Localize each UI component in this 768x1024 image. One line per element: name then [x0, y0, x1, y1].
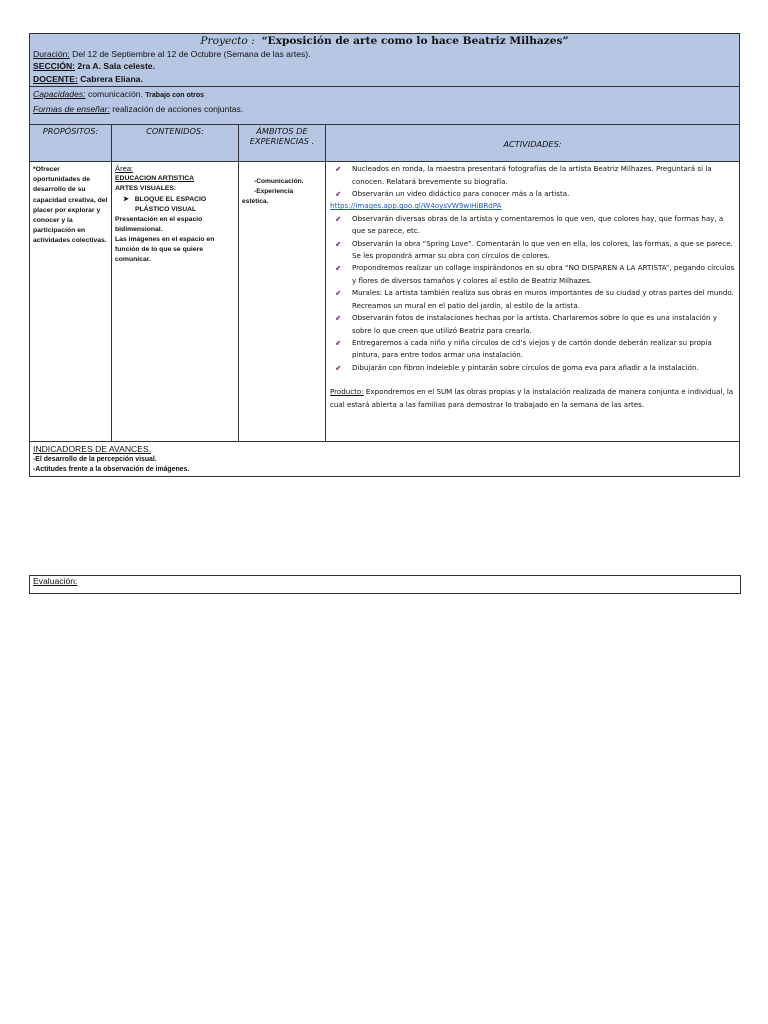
docente-value: Cabrera Eliana.	[80, 73, 143, 84]
indicador-1: -El desarrollo de la percepción visual.	[33, 456, 157, 464]
header-main	[30, 34, 739, 86]
proyecto-label: Proyecto :	[200, 35, 255, 47]
indicador-2: -Actitudes frente a la observación de imágenes.	[33, 466, 190, 474]
activity-text: Propondremos realizar un collage inspirándonos en su obra “NO DISPAREN A LA ARTISTA”, pegando círculos y flores de diversos tamaños y colores al estilo de Beatriz Milhazes.	[352, 263, 735, 285]
producto-label: Producto:	[330, 387, 364, 397]
docente-label: DOCENTE:	[33, 73, 78, 84]
capacidades-value: comunicación.	[87, 89, 143, 100]
arrow-bullet-icon: ⬋	[335, 338, 341, 347]
col-header-ambitos: ÁMBITOS DE EXPERIENCIAS .	[239, 125, 326, 161]
ambito-experiencia: -Experiencia	[254, 188, 294, 196]
col-header-actividades: ACTIVIDADES:	[503, 139, 562, 150]
evaluacion-box	[29, 575, 741, 594]
project-title	[33, 35, 736, 48]
column-headers	[30, 125, 739, 162]
col-header-contenidos: CONTENIDOS:	[112, 125, 239, 161]
activity-text: Murales: La artista también realiza sus obras en muros importantes de su ciudad y otras partes del mundo. Recreamos un mural en el patio del jardín, al estilo de la artista.	[352, 288, 734, 310]
ambito-estetica: estética.	[242, 198, 269, 206]
imagenes-text: Las imágenes en el espacio en función de lo que se quiere comunicar.	[115, 235, 215, 264]
capacidades-row	[33, 88, 736, 102]
formas-row	[33, 103, 736, 115]
activity-item	[330, 287, 735, 312]
evaluacion-label: Evaluación:	[33, 576, 78, 586]
capacidades-extra: Trabajo con otros	[145, 92, 205, 100]
activity-text: Observarán fotos de instalaciones hechas por la artista. Charlaremos sobre lo que es una instalación y sobre lo que creen que utilizó Beatriz para crearla.	[352, 313, 717, 335]
capacidades-label: Capacidades:	[33, 89, 86, 100]
ambitos-cell	[239, 162, 326, 441]
arrow-bullet-icon: ⬋	[335, 165, 341, 174]
arrow-bullet-icon: ⬋	[335, 239, 341, 248]
artes-visuales: ARTES VISUALES:	[115, 185, 177, 193]
seccion-value: 2ra A. Sala celeste.	[77, 61, 155, 72]
arrow-bullet-icon: ⬋	[335, 214, 341, 223]
propositos-cell	[30, 162, 112, 441]
activity-item	[330, 337, 735, 362]
arrow-bullet-icon: ⬋	[335, 190, 341, 199]
seccion-row	[33, 60, 736, 72]
seccion-label: SECCIÓN:	[33, 61, 76, 72]
plan-header	[30, 34, 739, 125]
producto-paragraph	[330, 386, 735, 411]
duracion-value: Del 12 de Septiembre al 12 de Octubre (Semana de las artes).	[72, 49, 311, 59]
activity-text: Nucleados en ronda, la maestra presentará fotografías de la artista Beatriz Milhazes. Preguntará si la conocen. Relatará brevemente su biografía.	[352, 164, 712, 186]
propositos-text: *Ofrecer oportunidades de desarrollo de su capacidad creativa, del placer por explorar y conocer y la participación en actividades colectivas.	[33, 166, 108, 244]
contenidos-cell	[112, 162, 239, 441]
docente-row	[33, 73, 736, 85]
title-text: “Exposición de arte como lo hace Beatriz Milhazes”	[261, 35, 569, 47]
activity-item	[330, 312, 735, 337]
activity-item	[330, 163, 735, 188]
activity-text: Entregaremos a cada niño y niña círculos de cd’s viejos y de cartón donde deberán realizar su propia pintura, para entre todos armar una instalación.	[352, 337, 712, 360]
activity-text: Observarán un video didáctico para conocer más a la artista.	[352, 189, 570, 199]
header-capacidades	[30, 86, 739, 124]
area-label: Área:	[115, 164, 134, 174]
activity-item	[330, 213, 735, 238]
actividades-cell	[326, 162, 739, 441]
formas-label: Formas de enseñar:	[33, 103, 110, 114]
activity-item	[330, 262, 735, 287]
col-header-propositos: PROPÓSITOS:	[30, 125, 112, 161]
activity-item	[330, 188, 735, 200]
bloque-item	[115, 195, 235, 215]
arrow-bullet-icon: ⬋	[335, 264, 341, 273]
arrow-bullet-icon: ⬋	[335, 314, 341, 323]
indicadores-section	[30, 442, 739, 476]
activity-text: Observarán diversas obras de la artista y comentaremos lo que ven, que colores hay, que formas hay, a que se parece, etc.	[352, 213, 724, 236]
activities-list-a	[330, 163, 735, 200]
activity-text: Observarán la obra “Spring Love”. Comentarán lo que ven en ella, los colores, las formas, a que se parece. Se les propondrá armar su obra con círculos de colores.	[352, 238, 733, 261]
presentacion-text: Presentación en el espacio bidimensional.	[115, 215, 203, 233]
bloque-text: BLOQUE EL ESPACIO PLÁSTICO VISUAL	[134, 195, 207, 213]
duracion-label: Duración:	[33, 49, 70, 59]
activity-item	[330, 238, 735, 263]
video-link[interactable]: https://images.app.goo.gl/W4oysVW9wiHiBRdPA	[330, 201, 502, 211]
activity-item	[330, 362, 735, 374]
ambito-comunicacion: -Comunicación.	[254, 178, 304, 186]
content-row	[30, 162, 739, 442]
activities-list-b	[330, 213, 735, 374]
arrow-bullet-icon: ⬋	[335, 363, 341, 372]
arrowhead-icon: ➤	[123, 195, 129, 203]
activity-text: Dibujarán con fibron indeleble y pintarán sobre círculos de goma eva para añadir a la instalación.	[352, 362, 699, 372]
formas-value: realización de acciones conjuntas.	[112, 103, 244, 114]
arrow-bullet-icon: ⬋	[335, 289, 341, 298]
duracion-row	[33, 48, 736, 60]
educacion-artistica: EDUCACION ARTISTICA	[115, 175, 195, 183]
plan-table	[29, 33, 740, 477]
indicadores-title: INDICADORES DE AVANCES.	[33, 444, 152, 455]
producto-text: Expondremos en el SUM las obras propias y la instalación realizada de manera conjunta e individual, la cual estará abierta a las familias para demostrar lo trabajado en la semana de las artes.	[330, 387, 734, 409]
